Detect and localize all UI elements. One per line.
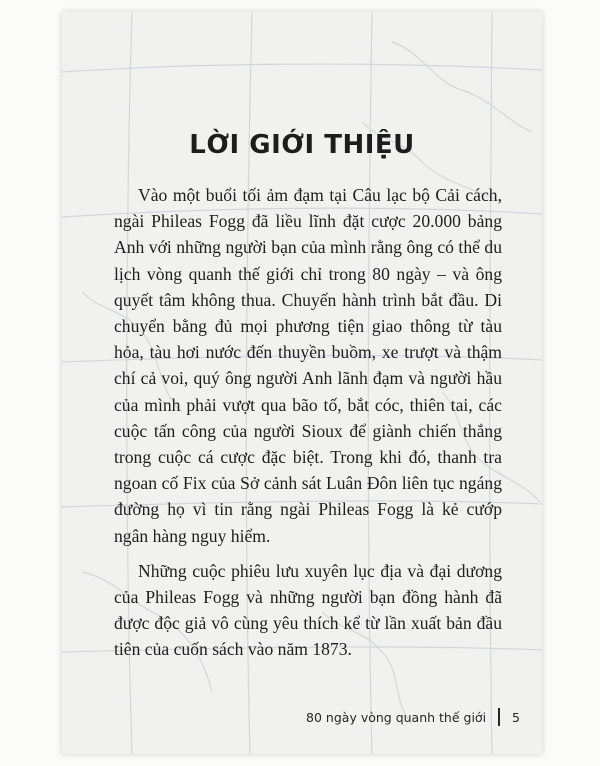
book-page bbox=[62, 12, 542, 754]
running-title: 80 ngày vòng quanh thế giới bbox=[306, 709, 487, 725]
map-coastline bbox=[392, 42, 532, 132]
page-footer bbox=[306, 708, 520, 726]
paragraph: Những cuộc phiêu lưu xuyên lục địa và đại dương của Phileas Fogg và những người bạn đồng hành đã được độc giả vô cùng yêu thích kể từ lần xuất bản đầu tiên của cuốn sách vào năm 1873. bbox=[114, 560, 502, 660]
paragraph: Vào một buổi tối ảm đạm tại Câu lạc bộ Cải cách, ngài Phileas Fogg đã liều lĩnh đặt cược 20.000 bảng Anh với những người bạn của mình rằng ông có thể du lịch vòng quanh thế giới chỉ trong 80 ngày – và ông quyết tâm không thua. Chuyến hành trình bắt đầu. Di chuyển bằng đủ mọi phương tiện giao thông từ tàu hỏa, tàu hơi nước đến thuyền buồm, xe trượt và thậm chí cả voi, quý ông người Anh lãnh đạm và người hầu của mình phải vượt qua bão tố, bắt cóc, thiên tai, các cuộc tấn công của người Sioux để giành chiến thắng trong cuộc cá cược đặc biệt. Trong khi đó, thanh tra ngoan cố Fix của Sở cảnh sát Luân Đôn liên tục ngáng đường họ vì tin rằng ngài Phileas Fogg là kẻ cướp ngân hàng nguy hiểm. bbox=[114, 185, 502, 546]
footer-divider bbox=[498, 708, 500, 726]
page-number: 5 bbox=[512, 709, 520, 725]
body-text bbox=[114, 182, 502, 672]
page-title: LỜI GIỚI THIỆU bbox=[189, 130, 415, 160]
map-grid-line bbox=[62, 64, 542, 72]
